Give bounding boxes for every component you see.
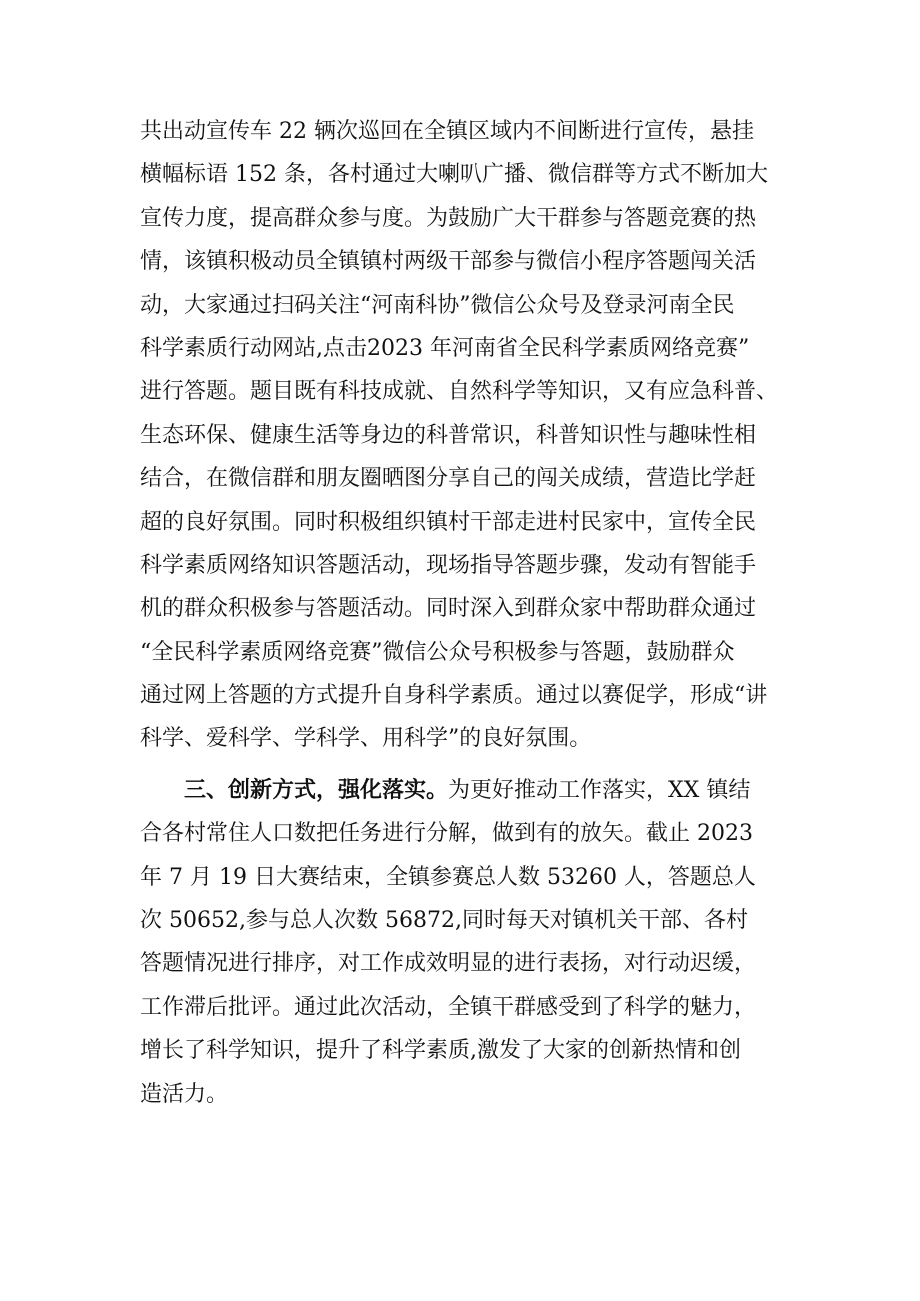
text-line: 动，大家通过扫码关注“河南科协”微信公众号及登录河南全民	[140, 292, 735, 318]
heading-line-text: 为更好推动工作落实，XX 镇结	[448, 777, 751, 803]
text-line: 答题情况进行排序，对工作成效明显的进行表扬，对行动迟缓，	[140, 951, 757, 977]
text-line: 生态环保、健康生活等身边的科普常识，科普知识性与趣味性相	[140, 422, 757, 448]
text-line: 增长了科学知识，提升了科学素质,激发了大家的创新热情和创	[140, 1038, 741, 1064]
text-line: 情，该镇积极动员全镇镇村两级干部参与微信小程序答题闯关活	[140, 249, 757, 275]
text-line: 结合，在微信群和朋友圈晒图分享自己的闯关成绩，营造比学赶	[140, 466, 757, 492]
text-line: 合各村常住人口数把任务进行分解，做到有的放矢。截止 2023	[140, 821, 753, 847]
text-line: 宣传力度，提高群众参与度。为鼓励广大干群参与答题竞赛的热	[140, 205, 757, 231]
text-line: 横幅标语 152 条，各村通过大喇叭广播、微信群等方式不断加大	[140, 162, 768, 188]
text-line: 通过网上答题的方式提升自身科学素质。通过以赛促学，形成“讲	[140, 683, 768, 709]
text-line: 科学素质行动网站,点击2023 年河南省全民科学素质网络竞赛”	[140, 335, 750, 361]
paragraph-2	[140, 769, 790, 1116]
paragraph-2-first-line	[140, 769, 790, 812]
text-line: 机的群众积极参与答题活动。同时深入到群众家中帮助群众通过	[140, 596, 757, 622]
section-heading: 三、创新方式，强化落实。	[184, 776, 449, 803]
text-line: 科学素质网络知识答题活动，现场指导答题步骤，发动有智能手	[140, 552, 757, 578]
text-line: 造活力。	[140, 1081, 229, 1107]
text-line: “全民科学素质网络竞赛”微信公众号积极参与答题，鼓励群众	[140, 639, 735, 665]
text-line: 共出动宣传车 22 辆次巡回在全镇区域内不间断进行宣传，悬挂	[140, 119, 754, 144]
text-line: 超的良好氛围。同时积极组织镇村干部走进村民家中，宣传全民	[140, 509, 757, 535]
text-line: 工作滞后批评。通过此次活动，全镇干群感受到了科学的魅力，	[140, 994, 757, 1020]
text-line: 科学、爱科学、学科学、用科学”的良好氛围。	[140, 726, 592, 752]
document-page	[140, 110, 790, 1116]
text-line: 进行答题。题目既有科技成就、自然科学等知识，又有应急科普、	[140, 379, 779, 405]
paragraph-1	[140, 110, 790, 761]
text-line: 次 50652,参与总人次数 56872,同时每天对镇机关干部、各村	[140, 908, 748, 934]
paragraph-gap	[140, 761, 790, 769]
text-line: 年 7 月 19 日大赛结束，全镇参赛总人数 53260 人，答题总人	[140, 864, 756, 890]
